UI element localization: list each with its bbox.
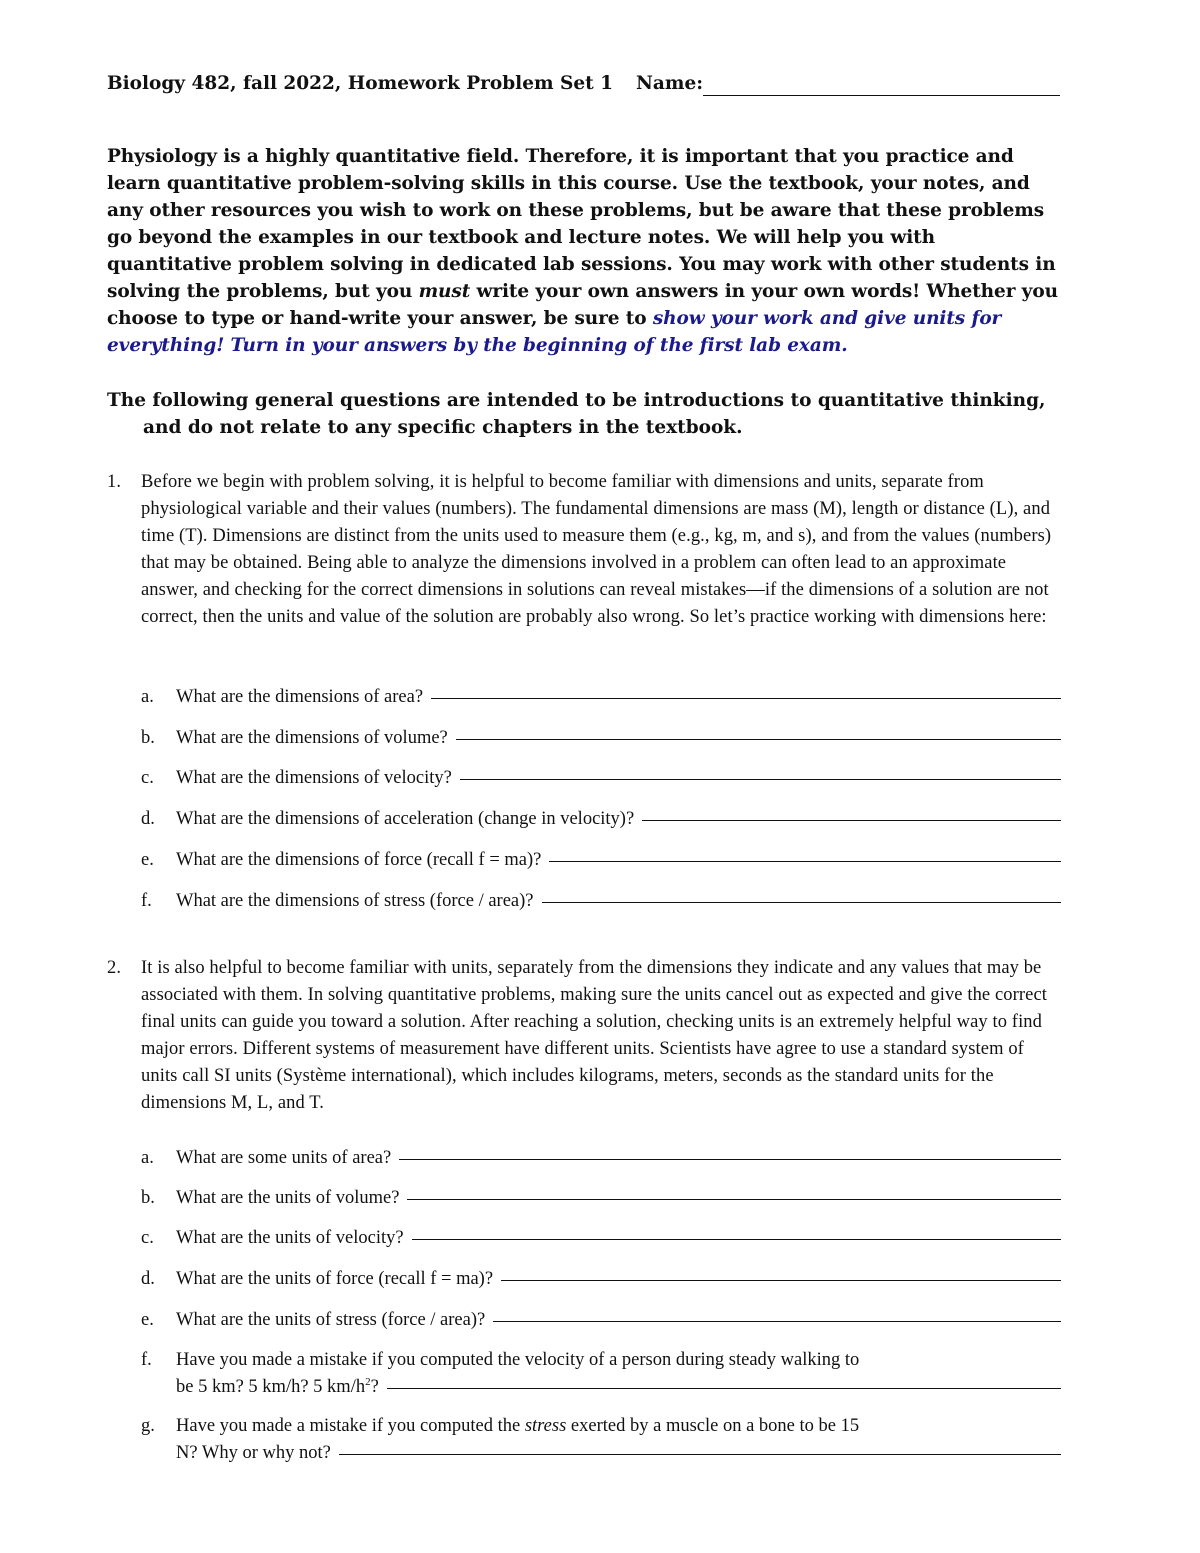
question-2b (141, 1185, 1061, 1212)
item-prompt: What are the units of volume? (176, 1188, 400, 1208)
answer-line[interactable] (501, 1280, 1061, 1281)
intro-instructions-highlight: show your work and give units for everything! Turn in your answers by the beginning of the first lab exam. (107, 308, 1002, 356)
item-letter: a. (141, 687, 154, 707)
item-letter: b. (141, 728, 155, 748)
name-label: Name: (636, 73, 704, 94)
general-questions-note: The following general questions are intended to be introductions to quantitative thinking, and do not relate to any specific chapters in the textbook. (107, 390, 1046, 438)
answer-line[interactable] (387, 1388, 1061, 1389)
item-prompt: What are the dimensions of volume? (176, 728, 448, 748)
item-prompt-post: exerted by a muscle on a bone to be 15 (566, 1416, 860, 1436)
question-1f (141, 888, 1061, 915)
question-1b (141, 725, 1061, 752)
item-prompt-line1 (176, 1413, 1061, 1440)
superscript-exponent: 2 (365, 1375, 371, 1388)
question-2-text: It is also helpful to become familiar with units, separately from the dimensions they indicate and any values that may be associated with them. In solving quantitative problems, making sure the units cancel out as expected and give the correct final units can guide you toward a solution. After reaching a solution, checking units is an extremely helpful way to find major errors. Different systems of measurement have different units. Scientists have agree to use a standard system of units call SI units (Système international), which includes kilograms, meters, seconds as the standard units for the dimensions M, L, and T. (141, 958, 1047, 1113)
item-prompt-pre: Have you made a mistake if you computed the (176, 1416, 525, 1436)
item-prompt-line2 (176, 1374, 379, 1401)
question-1c (141, 765, 1061, 792)
page-header (107, 73, 1060, 103)
answer-line[interactable] (407, 1199, 1061, 1200)
course-title: Biology 482, fall 2022, Homework Problem Set 1 (107, 73, 613, 94)
answer-line[interactable] (339, 1454, 1061, 1455)
question-2 (107, 955, 1062, 1117)
item-letter: f. (141, 891, 152, 911)
question-2a (141, 1145, 1061, 1172)
answer-line[interactable] (412, 1239, 1061, 1240)
answer-line[interactable] (431, 698, 1061, 699)
question-1-text: Before we begin with problem solving, it is helpful to become familiar with dimensions and units, separate from physiological variable and their values (numbers). The fundamental dimensions are mass (M), length or distance (L), and time (T). Dimensions are distinct from the units used to measure them (e.g., kg, m, and s), and from the values (numbers) that may be obtained. Being able to analyze the dimensions involved in a problem can often lead to an approximate answer, and checking for the correct dimensions in solutions can reveal mistakes—if the dimensions of a solution are not correct, then the units and value of the solution are probably also wrong. So let’s practice working with dimensions here: (141, 472, 1052, 627)
answer-line[interactable] (549, 861, 1061, 862)
answer-line[interactable] (460, 779, 1061, 780)
item-prompt-line1: Have you made a mistake if you computed the velocity of a person during steady walking to (176, 1350, 860, 1370)
item-prompt: What are the units of velocity? (176, 1228, 404, 1248)
question-1d (141, 806, 1061, 833)
item-prompt: What are the dimensions of stress (force / area)? (176, 891, 534, 911)
item-prompt: What are the units of force (recall f = ma)? (176, 1269, 494, 1289)
item-prompt-units: be 5 km? 5 km/h? 5 km/h (176, 1377, 366, 1397)
item-prompt: What are the units of stress (force / area)? (176, 1310, 486, 1330)
question-2f (141, 1347, 1061, 1401)
intro-text-part2: write your own answers in your own words! Whether you choose to type or hand-write your answer, be sure to (107, 281, 1058, 329)
question-1e (141, 847, 1061, 874)
question-1-number: 1. (107, 472, 122, 492)
question-1 (107, 469, 1062, 631)
item-letter: g. (141, 1416, 155, 1436)
item-letter: d. (141, 1269, 155, 1289)
item-prompt-qmark: ? (370, 1377, 379, 1397)
item-prompt: What are some units of area? (176, 1148, 392, 1168)
item-letter: f. (141, 1350, 152, 1370)
item-letter: a. (141, 1148, 154, 1168)
question-2-number: 2. (107, 958, 122, 978)
item-letter: b. (141, 1188, 155, 1208)
answer-line[interactable] (493, 1321, 1061, 1322)
item-letter: c. (141, 1228, 154, 1248)
item-prompt: What are the dimensions of velocity? (176, 768, 452, 788)
name-field-line[interactable] (703, 95, 1060, 96)
item-prompt-line2: N? Why or why not? (176, 1443, 331, 1463)
question-2d (141, 1266, 1061, 1293)
item-prompt-emphasis: stress (524, 1416, 567, 1436)
intro-paragraph (107, 143, 1062, 359)
answer-line[interactable] (542, 902, 1061, 903)
item-prompt: What are the dimensions of area? (176, 687, 424, 707)
answer-line[interactable] (642, 820, 1061, 821)
question-2e (141, 1307, 1061, 1334)
item-letter: d. (141, 809, 155, 829)
question-1a (141, 684, 1061, 711)
item-prompt: What are the dimensions of acceleration (change in velocity)? (176, 809, 635, 829)
question-2g (141, 1413, 1061, 1467)
answer-line[interactable] (456, 739, 1061, 740)
intro-emphasis-must: must (418, 281, 471, 302)
item-letter: e. (141, 1310, 154, 1330)
item-prompt: What are the dimensions of force (recall f = ma)? (176, 850, 542, 870)
item-letter: e. (141, 850, 154, 870)
item-letter: c. (141, 768, 154, 788)
intro-text-part1: Physiology is a highly quantitative field. Therefore, it is important that you practice and learn quantitative problem-solving skills in this course. Use the textbook, your notes, and any other resources you wish to work on these problems, but be aware that these problems go beyond the examples in our textbook and lecture notes. We will help you with quantitative problem solving in dedicated lab sessions. You may work with other students in solving the problems, but you (107, 146, 1056, 302)
answer-line[interactable] (399, 1159, 1061, 1160)
question-2c (141, 1225, 1061, 1252)
